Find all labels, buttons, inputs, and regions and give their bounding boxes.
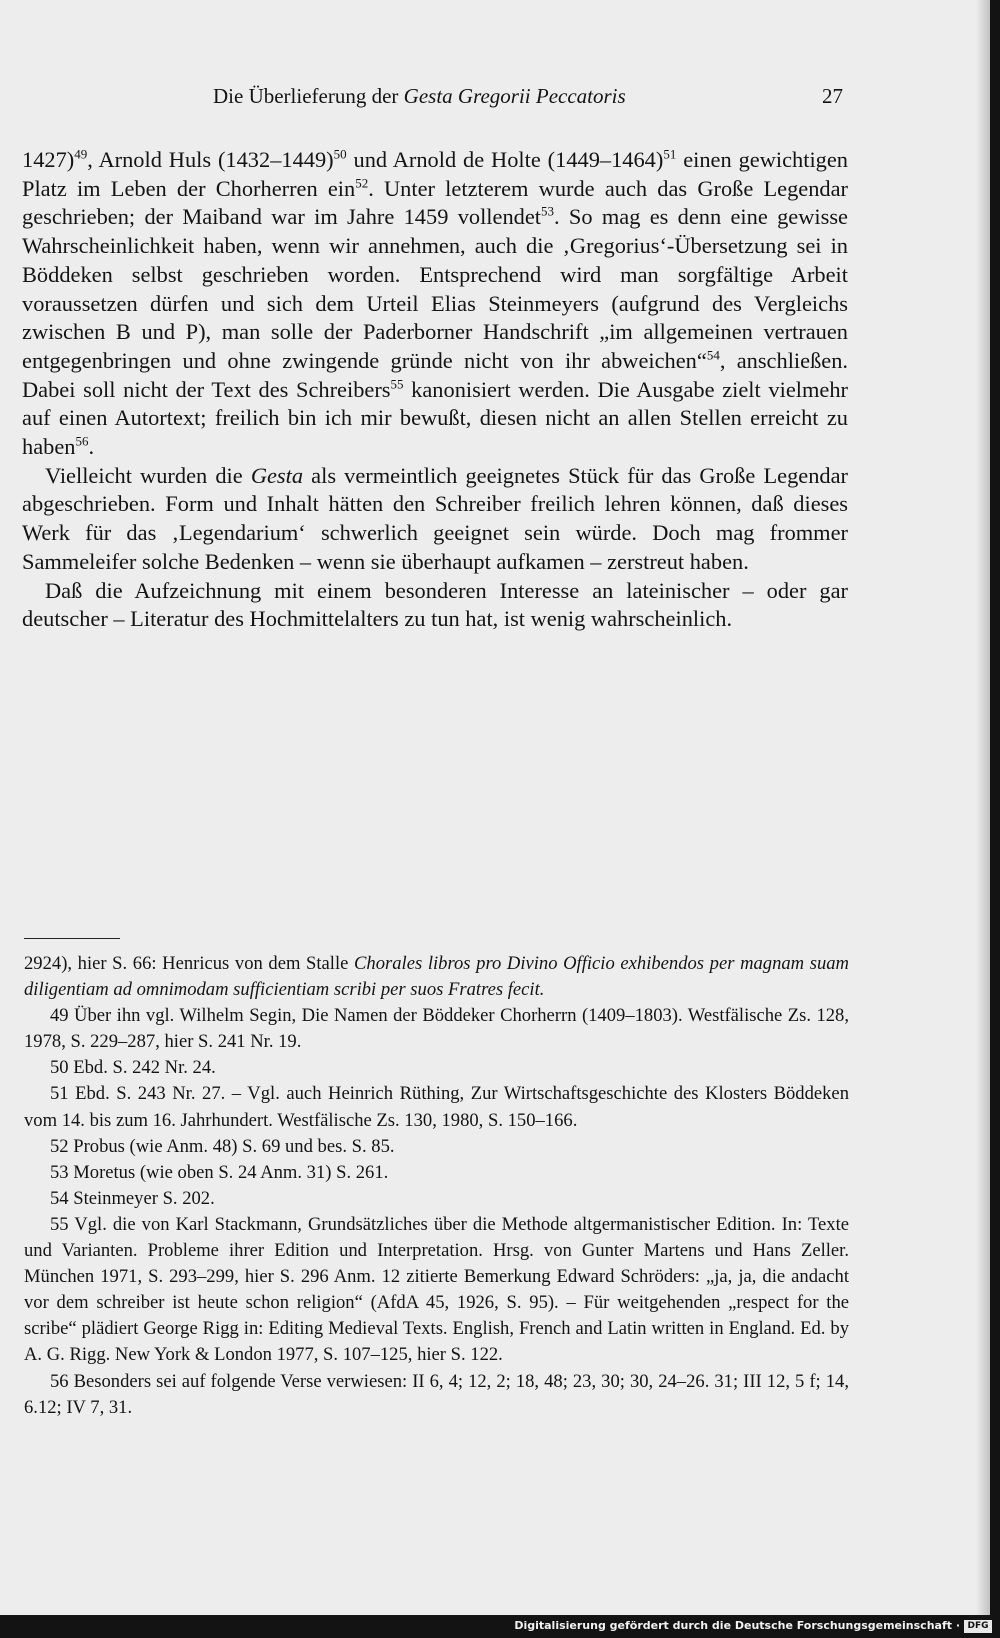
text-run: 1427) bbox=[22, 147, 75, 172]
footnote-continuation bbox=[24, 951, 849, 1003]
italic-text: Chorales libros pro Divino Officio exhibendos per magnam suam diligentiam ad omnimodam sufficientiam scribi per suos Fratres fecit. bbox=[24, 953, 849, 1001]
text-run: , anschließen. Dabei soll nicht der Text des Schreibers bbox=[22, 347, 849, 402]
page-number: 27 bbox=[822, 84, 843, 108]
footnote-ref: 49 bbox=[74, 146, 88, 162]
footnote-54: 54 Steinmeyer S. 202. bbox=[50, 1187, 215, 1209]
footnote-50: 50 Ebd. S. 242 Nr. 24. bbox=[50, 1057, 216, 1079]
footnote-ref: 54 bbox=[706, 347, 720, 363]
footnote-ref: 51 bbox=[663, 146, 677, 162]
digitization-credit: Digitalisierung gefördert durch die Deutsche Forschungsgemeinschaft · bbox=[514, 1619, 960, 1632]
text-run: als vermeintlich geeignetes Stück für das Große Legendar abgeschrieben. Form und Inhalt hätten den Schreiber freilich lehren können, daß dieses Werk für das ‚Legendarium‘ schwerlich geeignet sein würde. Doch mag frommer Sammeleifer solche Bedenken – wenn sie überhaupt aufkamen – zerstreut haben. bbox=[22, 462, 848, 574]
paragraph bbox=[22, 146, 848, 462]
main-text bbox=[22, 146, 848, 634]
footnote-52: 52 Probus (wie Anm. 48) S. 69 und bes. S. 85. bbox=[50, 1135, 395, 1157]
footnote-55: 55 Vgl. die von Karl Stackmann, Grundsätzliches über die Methode altgermanistischer Edition. In: Texte und Varianten. Probleme ihrer Edition und Interpretation. Hrsg. von Gunter Martens und Hans Zeller. München 1971, S. 293–299, hier S. 296 Anm. 12 zitierte Bemerkung Edward Schröders: „ja, ja, die andacht vor dem schreiber ist heute schon religion“ (AfdA 45, 1926, S. 95). – Für weitgehenden „respect for the scribe“ plädiert George Rigg in: Editing Medieval Texts. English, French and Latin written in England. Ed. by A. G. Rigg. New York & London 1977, S. 107–125, hier S. 122. bbox=[24, 1213, 849, 1366]
running-title-work: Gesta Gregorii Peccatoris bbox=[403, 84, 626, 108]
italic-text: Gesta bbox=[250, 462, 304, 488]
paragraph bbox=[22, 462, 848, 577]
footnote-separator bbox=[24, 938, 120, 939]
text-run: . bbox=[88, 434, 95, 460]
footnote-49: 49 Über ihn vgl. Wilhelm Segin, Die Namen der Böddeker Chorherrn (1409–1803). Westfälische Zs. 128, 1978, S. 229–287, hier S. 241 Nr. 19. bbox=[24, 1005, 849, 1053]
text-run: , Arnold Huls (1432–1449) bbox=[87, 147, 334, 172]
running-title bbox=[213, 84, 626, 109]
footnote-ref: 52 bbox=[355, 175, 369, 191]
footnotes bbox=[24, 951, 849, 1421]
footnote-ref: 50 bbox=[333, 146, 347, 162]
dfg-logo: DFG bbox=[964, 1620, 992, 1633]
text-run: kanonisiert werden. Die Ausgabe zielt vielmehr auf einen Autortext; freilich bin ich mir bewußt, diesen nicht an allen Stellen erreicht zu haben bbox=[22, 376, 848, 460]
footnote-ref: 56 bbox=[75, 433, 89, 449]
footnote-ref: 53 bbox=[541, 203, 554, 219]
running-header bbox=[0, 84, 990, 114]
running-title-text: Die Überlieferung der bbox=[213, 84, 399, 108]
text-run: Daß die Aufzeichnung mit einem besonderen Interesse an lateinischer – oder gar deutscher – Literatur des Hochmittelalters zu tun hat, ist wenig wahrscheinlich. bbox=[22, 577, 848, 632]
text-run: Vielleicht wurden die bbox=[45, 462, 251, 488]
text-run: und Arnold de Holte (1449–1464) bbox=[346, 147, 664, 172]
text-run: einen gewichtigen Platz im Leben der Chorherren ein bbox=[22, 147, 848, 201]
footnote-ref: 55 bbox=[390, 376, 404, 392]
text-run: . Unter letzterem wurde auch das Große Legendar geschrieben; der Maiband war im Jahre 1459 vollendet bbox=[22, 175, 848, 230]
footnote-53: 53 Moretus (wie oben S. 24 Anm. 31) S. 261. bbox=[50, 1161, 389, 1183]
text-run: 2924), hier S. 66: Henricus von dem Stalle bbox=[24, 953, 355, 974]
footnote-56: 56 Besonders sei auf folgende Verse verwiesen: II 6, 4; 12, 2; 18, 48; 23, 30; 30, 24–26. 31; III 12, 5 f; 14, 6.12; IV 7, 31. bbox=[24, 1370, 849, 1418]
footnote-51: 51 Ebd. S. 243 Nr. 27. – Vgl. auch Heinrich Rüthing, Zur Wirtschaftsgeschichte des Klosters Böddeken vom 14. bis zum 16. Jahrhundert. Westfälische Zs. 130, 1980, S. 150–166. bbox=[24, 1083, 849, 1131]
text-run: . So mag es denn eine gewisse Wahrscheinlichkeit haben, wenn wir annehmen, auch die ‚Gregorius‘-Übersetzung sei in Böddeken selbst geschrieben worden. Entsprechend wird man sorgfältige Arbeit voraussetzen dürfen und sich dem Urteil Elias Steinmeyers (aufgrund des Vergleichs zwischen B und P), man solle der Paderborner Handschrift „im allgemeinen vertrauen entgegenbringen und ohne zwingende gründe nicht von ihr abweichen“ bbox=[22, 204, 848, 373]
paragraph bbox=[22, 577, 848, 634]
